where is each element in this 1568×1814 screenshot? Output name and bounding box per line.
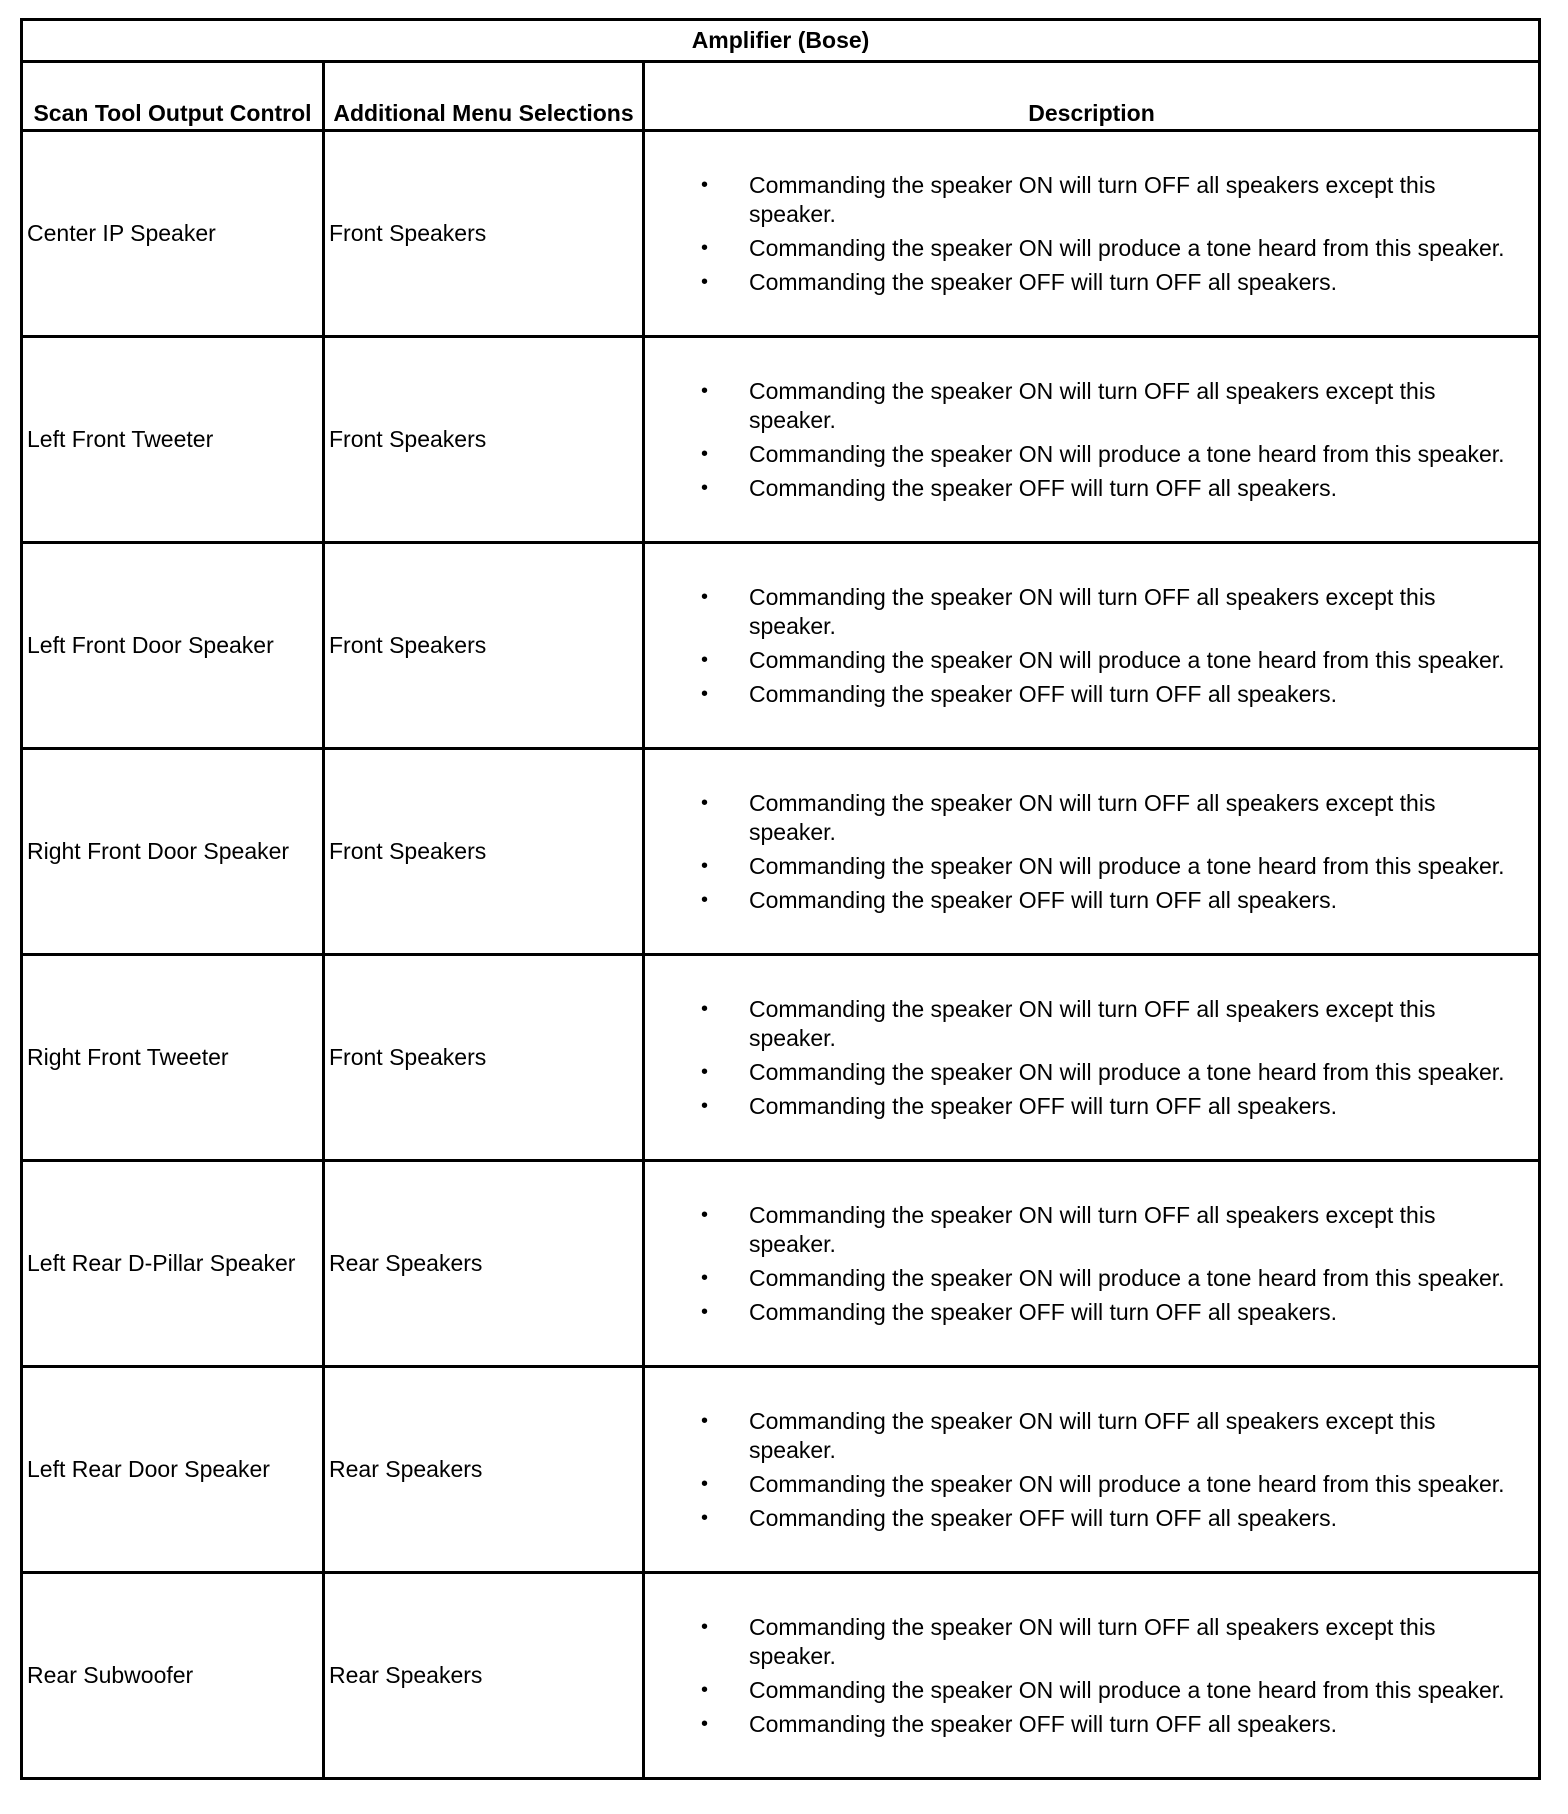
table-row bbox=[22, 1161, 1540, 1367]
bullet-icon: • bbox=[701, 648, 709, 671]
description-item bbox=[701, 1058, 1508, 1087]
description-item bbox=[701, 1264, 1508, 1293]
description-list bbox=[645, 583, 1538, 709]
description-text: Commanding the speaker ON will produce a tone heard from this speaker. bbox=[749, 440, 1505, 467]
cell-description bbox=[644, 337, 1540, 543]
cell-description bbox=[644, 1573, 1540, 1779]
bullet-icon: • bbox=[701, 1472, 709, 1495]
table-row bbox=[22, 1367, 1540, 1573]
cell-description bbox=[644, 955, 1540, 1161]
description-text: Commanding the speaker ON will turn OFF all speakers except this speaker. bbox=[749, 995, 1436, 1051]
bullet-icon: • bbox=[701, 1712, 709, 1735]
description-text: Commanding the speaker ON will produce a tone heard from this speaker. bbox=[749, 852, 1505, 879]
cell-output-control: Right Front Tweeter bbox=[22, 955, 324, 1161]
description-text: Commanding the speaker ON will turn OFF all speakers except this speaker. bbox=[749, 1407, 1436, 1463]
description-item bbox=[701, 680, 1508, 709]
description-list bbox=[645, 995, 1538, 1121]
description-item bbox=[701, 234, 1508, 263]
bullet-icon: • bbox=[701, 854, 709, 877]
description-text: Commanding the speaker ON will turn OFF all speakers except this speaker. bbox=[749, 1613, 1436, 1669]
bullet-icon: • bbox=[701, 997, 709, 1020]
bullet-icon: • bbox=[701, 1266, 709, 1289]
description-item bbox=[701, 1407, 1508, 1465]
cell-description bbox=[644, 1161, 1540, 1367]
document-sheet bbox=[20, 18, 1538, 1804]
cell-description bbox=[644, 131, 1540, 337]
description-text: Commanding the speaker OFF will turn OFF all speakers. bbox=[749, 268, 1337, 295]
header-additional-menu-selections: Additional Menu Selections bbox=[324, 62, 644, 131]
cell-menu-selection: Front Speakers bbox=[324, 955, 644, 1161]
amplifier-table bbox=[20, 18, 1541, 1780]
bullet-icon: • bbox=[701, 1300, 709, 1323]
description-item bbox=[701, 886, 1508, 915]
cell-description bbox=[644, 749, 1540, 955]
table-row bbox=[22, 749, 1540, 955]
description-item bbox=[701, 852, 1508, 881]
description-text: Commanding the speaker ON will produce a tone heard from this speaker. bbox=[749, 234, 1505, 261]
header-description: Description bbox=[644, 62, 1540, 131]
description-item bbox=[701, 268, 1508, 297]
description-text: Commanding the speaker OFF will turn OFF all speakers. bbox=[749, 1092, 1337, 1119]
description-list bbox=[645, 789, 1538, 915]
cell-description bbox=[644, 543, 1540, 749]
bullet-icon: • bbox=[701, 682, 709, 705]
bullet-icon: • bbox=[701, 1409, 709, 1432]
bullet-icon: • bbox=[701, 791, 709, 814]
description-item bbox=[701, 583, 1508, 641]
cell-output-control: Center IP Speaker bbox=[22, 131, 324, 337]
bullet-icon: • bbox=[701, 236, 709, 259]
cell-menu-selection: Front Speakers bbox=[324, 749, 644, 955]
cell-menu-selection: Rear Speakers bbox=[324, 1573, 644, 1779]
bullet-icon: • bbox=[701, 888, 709, 911]
cell-menu-selection: Front Speakers bbox=[324, 543, 644, 749]
description-item bbox=[701, 1710, 1508, 1739]
cell-output-control: Left Rear Door Speaker bbox=[22, 1367, 324, 1573]
bullet-icon: • bbox=[701, 1094, 709, 1117]
bullet-icon: • bbox=[701, 1203, 709, 1226]
bullet-icon: • bbox=[701, 1060, 709, 1083]
description-list bbox=[645, 1201, 1538, 1327]
description-item bbox=[701, 1470, 1508, 1499]
bullet-icon: • bbox=[701, 442, 709, 465]
header-scan-tool-output-control: Scan Tool Output Control bbox=[22, 62, 324, 131]
description-text: Commanding the speaker ON will turn OFF all speakers except this speaker. bbox=[749, 583, 1436, 639]
description-text: Commanding the speaker ON will produce a tone heard from this speaker. bbox=[749, 1058, 1505, 1085]
description-list bbox=[645, 1407, 1538, 1533]
table-title-row bbox=[22, 20, 1540, 62]
table-title: Amplifier (Bose) bbox=[22, 20, 1540, 62]
description-item bbox=[701, 1613, 1508, 1671]
description-item bbox=[701, 1298, 1508, 1327]
bullet-icon: • bbox=[701, 173, 709, 196]
description-text: Commanding the speaker ON will turn OFF all speakers except this speaker. bbox=[749, 171, 1436, 227]
table-row bbox=[22, 337, 1540, 543]
description-text: Commanding the speaker ON will produce a tone heard from this speaker. bbox=[749, 1676, 1505, 1703]
table-row bbox=[22, 955, 1540, 1161]
description-item bbox=[701, 1201, 1508, 1259]
description-item bbox=[701, 171, 1508, 229]
cell-description bbox=[644, 1367, 1540, 1573]
table-row bbox=[22, 1573, 1540, 1779]
cell-output-control: Left Front Door Speaker bbox=[22, 543, 324, 749]
description-text: Commanding the speaker OFF will turn OFF all speakers. bbox=[749, 1504, 1337, 1531]
description-list bbox=[645, 1613, 1538, 1739]
description-item bbox=[701, 646, 1508, 675]
description-list bbox=[645, 377, 1538, 503]
cell-output-control: Left Rear D-Pillar Speaker bbox=[22, 1161, 324, 1367]
bullet-icon: • bbox=[701, 585, 709, 608]
description-text: Commanding the speaker ON will produce a tone heard from this speaker. bbox=[749, 1264, 1505, 1291]
cell-output-control: Right Front Door Speaker bbox=[22, 749, 324, 955]
description-text: Commanding the speaker ON will turn OFF all speakers except this speaker. bbox=[749, 789, 1436, 845]
description-text: Commanding the speaker ON will produce a tone heard from this speaker. bbox=[749, 1470, 1505, 1497]
description-text: Commanding the speaker ON will turn OFF all speakers except this speaker. bbox=[749, 377, 1436, 433]
description-text: Commanding the speaker OFF will turn OFF all speakers. bbox=[749, 886, 1337, 913]
description-text: Commanding the speaker OFF will turn OFF all speakers. bbox=[749, 1710, 1337, 1737]
description-text: Commanding the speaker OFF will turn OFF all speakers. bbox=[749, 474, 1337, 501]
description-item bbox=[701, 1504, 1508, 1533]
bullet-icon: • bbox=[701, 476, 709, 499]
cell-menu-selection: Rear Speakers bbox=[324, 1367, 644, 1573]
cell-menu-selection: Rear Speakers bbox=[324, 1161, 644, 1367]
cell-output-control: Left Front Tweeter bbox=[22, 337, 324, 543]
bullet-icon: • bbox=[701, 1506, 709, 1529]
cell-menu-selection: Front Speakers bbox=[324, 337, 644, 543]
bullet-icon: • bbox=[701, 1678, 709, 1701]
cell-output-control: Rear Subwoofer bbox=[22, 1573, 324, 1779]
description-item bbox=[701, 1092, 1508, 1121]
bullet-icon: • bbox=[701, 270, 709, 293]
description-item bbox=[701, 377, 1508, 435]
description-item bbox=[701, 789, 1508, 847]
description-list bbox=[645, 171, 1538, 297]
description-text: Commanding the speaker OFF will turn OFF all speakers. bbox=[749, 680, 1337, 707]
description-item bbox=[701, 440, 1508, 469]
table-header-row bbox=[22, 62, 1540, 131]
description-text: Commanding the speaker OFF will turn OFF all speakers. bbox=[749, 1298, 1337, 1325]
description-text: Commanding the speaker ON will turn OFF all speakers except this speaker. bbox=[749, 1201, 1436, 1257]
description-item bbox=[701, 474, 1508, 503]
description-item bbox=[701, 995, 1508, 1053]
cell-menu-selection: Front Speakers bbox=[324, 131, 644, 337]
description-item bbox=[701, 1676, 1508, 1705]
description-text: Commanding the speaker ON will produce a tone heard from this speaker. bbox=[749, 646, 1505, 673]
table-row bbox=[22, 131, 1540, 337]
bullet-icon: • bbox=[701, 379, 709, 402]
bullet-icon: • bbox=[701, 1615, 709, 1638]
table-row bbox=[22, 543, 1540, 749]
